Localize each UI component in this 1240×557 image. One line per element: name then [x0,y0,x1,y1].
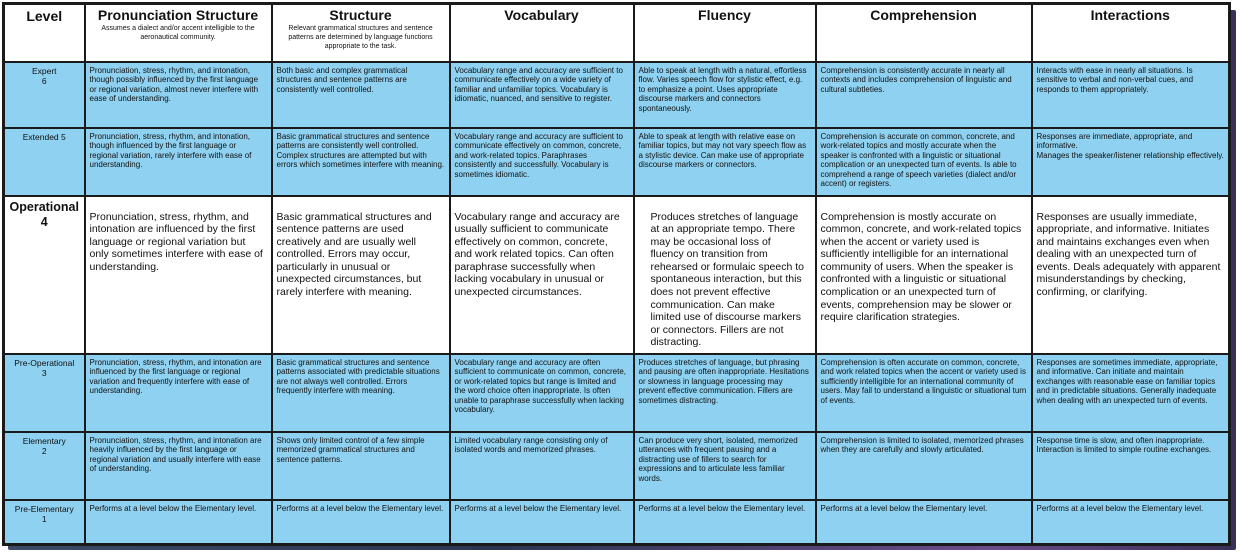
proficiency-rating-table [2,2,1231,546]
level-cell-elementary [4,432,85,500]
comprehension-cell: Performs at a level below the Elementary level. [816,500,1032,545]
level-number: 6 [41,75,47,86]
header-vocabulary [450,4,634,62]
header-comprehension-title: Comprehension [870,7,977,23]
table-row-expert [4,62,1230,128]
fluency-cell: Can produce very short, isolated, memorized utterances with frequent pausing and a distracting use of fillers to search for expressions and to articulate less familiar words. [634,432,816,500]
comprehension-cell: Comprehension is mostly accurate on common, concrete, and work-related topics when the accent or variety used is sufficiently intelligible for an international community of users. When the speaker is confronted with a linguistic or situational complication or an unexpected turn of events, comprehension may be slower or require clarification strategies. [816,196,1032,354]
header-structure [272,4,450,62]
structure-cell: Performs at a level below the Elementary level. [272,500,450,545]
structure-cell: Basic grammatical structures and sentence patterns associated with predictable situations are not always well controlled. Errors frequently interfere with meaning. [272,354,450,432]
header-interactions-title: Interactions [1090,7,1170,23]
comprehension-cell: Comprehension is consistently accurate in nearly all contexts and includes comprehension of linguistic and cultural subtleties. [816,62,1032,128]
structure-cell: Shows only limited control of a few simple memorized grammatical structures and sentence patterns. [272,432,450,500]
structure-cell: Both basic and complex grammatical structures and sentence patterns are consistently well controlled. [272,62,450,128]
comprehension-cell: Comprehension is accurate on common, concrete, and work-related topics and mostly accurate when the speaker is confronted with a linguistic or situational complication or an unexpected turn of events. Is able to comprehend a range of speech varieties (dialect and/or accent) or registers. [816,128,1032,196]
header-comprehension [816,4,1032,62]
level-name: Elementary [22,435,66,446]
vocabulary-cell: Vocabulary range and accuracy are usually sufficient to communicate effectively on common, concrete, and work related topics. Can often paraphrase successfully when lacking vocabulary in unusual or unexpected circumstances. [450,196,634,354]
table-row-pre-elementary [4,500,1230,545]
header-fluency-title: Fluency [698,7,751,23]
pronunciation-cell: Pronunciation, stress, rhythm, and intonation, though influenced by the first language or regional variation, rarely interfere with ease of understanding. [85,128,272,196]
pronunciation-cell: Pronunciation, stress, rhythm, and intonation are influenced by the first language or regional variation but only sometimes interfere with ease of understanding. [85,196,272,354]
level-cell-pre-elementary [4,500,85,545]
pronunciation-cell: Performs at a level below the Elementary level. [85,500,272,545]
vocabulary-cell: Vocabulary range and accuracy are sufficient to communicate effectively on common, concrete, and work-related topics. Paraphrases consistently and successfully. Vocabulary is sometimes idiomatic. [450,128,634,196]
level-cell-extended [4,128,85,196]
interactions-cell: Interacts with ease in nearly all situations. Is sensitive to verbal and non-verbal cues, and responds to them appropriately. [1032,62,1230,128]
level-name: Expert [31,65,57,76]
table-row-elementary [4,432,1230,500]
header-structure-note: Relevant grammatical structures and sentence patterns are determined by language functions appropriate to the task. [288,25,433,50]
level-number: 3 [41,367,47,378]
structure-cell: Basic grammatical structures and sentence patterns are used creatively and are usually well controlled. Errors may occur, particularly in unusual or unexpected circumstances, but rarely interfere with meaning. [272,196,450,354]
table-row-operational [4,196,1230,354]
level-name: Pre-Operational [14,357,75,368]
header-row [4,4,1230,62]
level-name: Operational [9,199,79,214]
vocabulary-cell: Limited vocabulary range consisting only of isolated words and memorized phrases. [450,432,634,500]
level-name: Extended 5 [22,131,66,142]
header-fluency [634,4,816,62]
level-number: 2 [41,445,47,456]
level-cell-operational [4,196,85,354]
level-name: Pre-Elementary [14,503,74,514]
pronunciation-cell: Pronunciation, stress, rhythm, and intonation are heavily influenced by the first language or regional variation and usually interfere with ease of understanding. [85,432,272,500]
interactions-cell: Response time is slow, and often inappropriate. Interaction is limited to simple routine exchanges. [1032,432,1230,500]
interactions-cell: Responses are immediate, appropriate, and informative. Manages the speaker/listener relationship effectively. [1032,128,1230,196]
table-row-extended [4,128,1230,196]
comprehension-cell: Comprehension is often accurate on common, concrete, and work related topics when the accent or variety used is sufficiently intelligible for an international community of users. May fail to understand a linguistic or situational turn of events. [816,354,1032,432]
header-interactions [1032,4,1230,62]
header-pronunciation-title: Pronunciation Structure [97,7,259,23]
pronunciation-cell: Pronunciation, stress, rhythm, and intonation are influenced by the first language or regional variation and frequently interfere with ease of understanding. [85,354,272,432]
level-number: 4 [40,214,48,229]
comprehension-cell: Comprehension is limited to isolated, memorized phrases when they are carefully and slowly articulated. [816,432,1032,500]
fluency-cell: Produces stretches of language, but phrasing and pausing are often inappropriate. Hesitations or slowness in language processing may prevent effective communication. Fillers are sometimes distracting. [634,354,816,432]
vocabulary-cell: Performs at a level below the Elementary level. [450,500,634,545]
fluency-cell: Able to speak at length with relative ease on familiar topics, but may not vary speech flow as a stylistic device. Can make use of appropriate discourse markers or connectors. [634,128,816,196]
header-vocabulary-title: Vocabulary [504,7,579,23]
vocabulary-cell: Vocabulary range and accuracy are often sufficient to communicate on common, concrete, or work-related topics but range is limited and the word choice often inappropriate. Is often unable to paraphrase successfully when lacking vocabulary. [450,354,634,432]
table-row-pre-operational [4,354,1230,432]
level-number: 1 [41,513,47,524]
header-structure-title: Structure [329,7,392,23]
vocabulary-cell: Vocabulary range and accuracy are sufficient to communicate effectively on a wide variety of familiar and unfamiliar topics. Vocabulary is idiomatic, nuanced, and sensitive to register. [450,62,634,128]
fluency-cell: Produces stretches of language at an appropriate tempo. There may be occasional loss of fluency on transition from rehearsed or formulaic speech to spontaneous interaction, but this does not prevent effective communication. Can make limited use of discourse markers or connectors. Fillers are not distracting. [634,196,816,354]
header-pronunciation [85,4,272,62]
interactions-cell: Performs at a level below the Elementary level. [1032,500,1230,545]
fluency-cell: Performs at a level below the Elementary level. [634,500,816,545]
level-cell-pre-operational [4,354,85,432]
header-level: Level [4,4,85,62]
structure-cell: Basic grammatical structures and sentence patterns are consistently well controlled. Complex structures are attempted but with errors which sometimes interfere with meaning. [272,128,450,196]
interactions-cell: Responses are usually immediate, appropriate, and informative. Initiates and maintains exchanges even when dealing with an unexpected turn of events. Deals adequately with apparent misunderstandings by checking, confirming, or clarifying. [1032,196,1230,354]
interactions-cell: Responses are sometimes immediate, appropriate, and informative. Can initiate and maintain exchanges with reasonable ease on familiar topics and in predictable situations. Generally inadequate when dealing with an unexpected turn of events. [1032,354,1230,432]
fluency-cell: Able to speak at length with a natural, effortless flow. Varies speech flow for stylistic effect, e.g. to emphasize a point. Uses appropriate discourse markers and connectors spontaneously. [634,62,816,128]
pronunciation-cell: Pronunciation, stress, rhythm, and intonation, though possibly influenced by the first language or regional variation, almost never interfere with ease of understanding. [85,62,272,128]
header-pronunciation-note: Assumes a dialect and/or accent intelligible to the aeronautical community. [101,25,255,41]
level-cell-expert [4,62,85,128]
